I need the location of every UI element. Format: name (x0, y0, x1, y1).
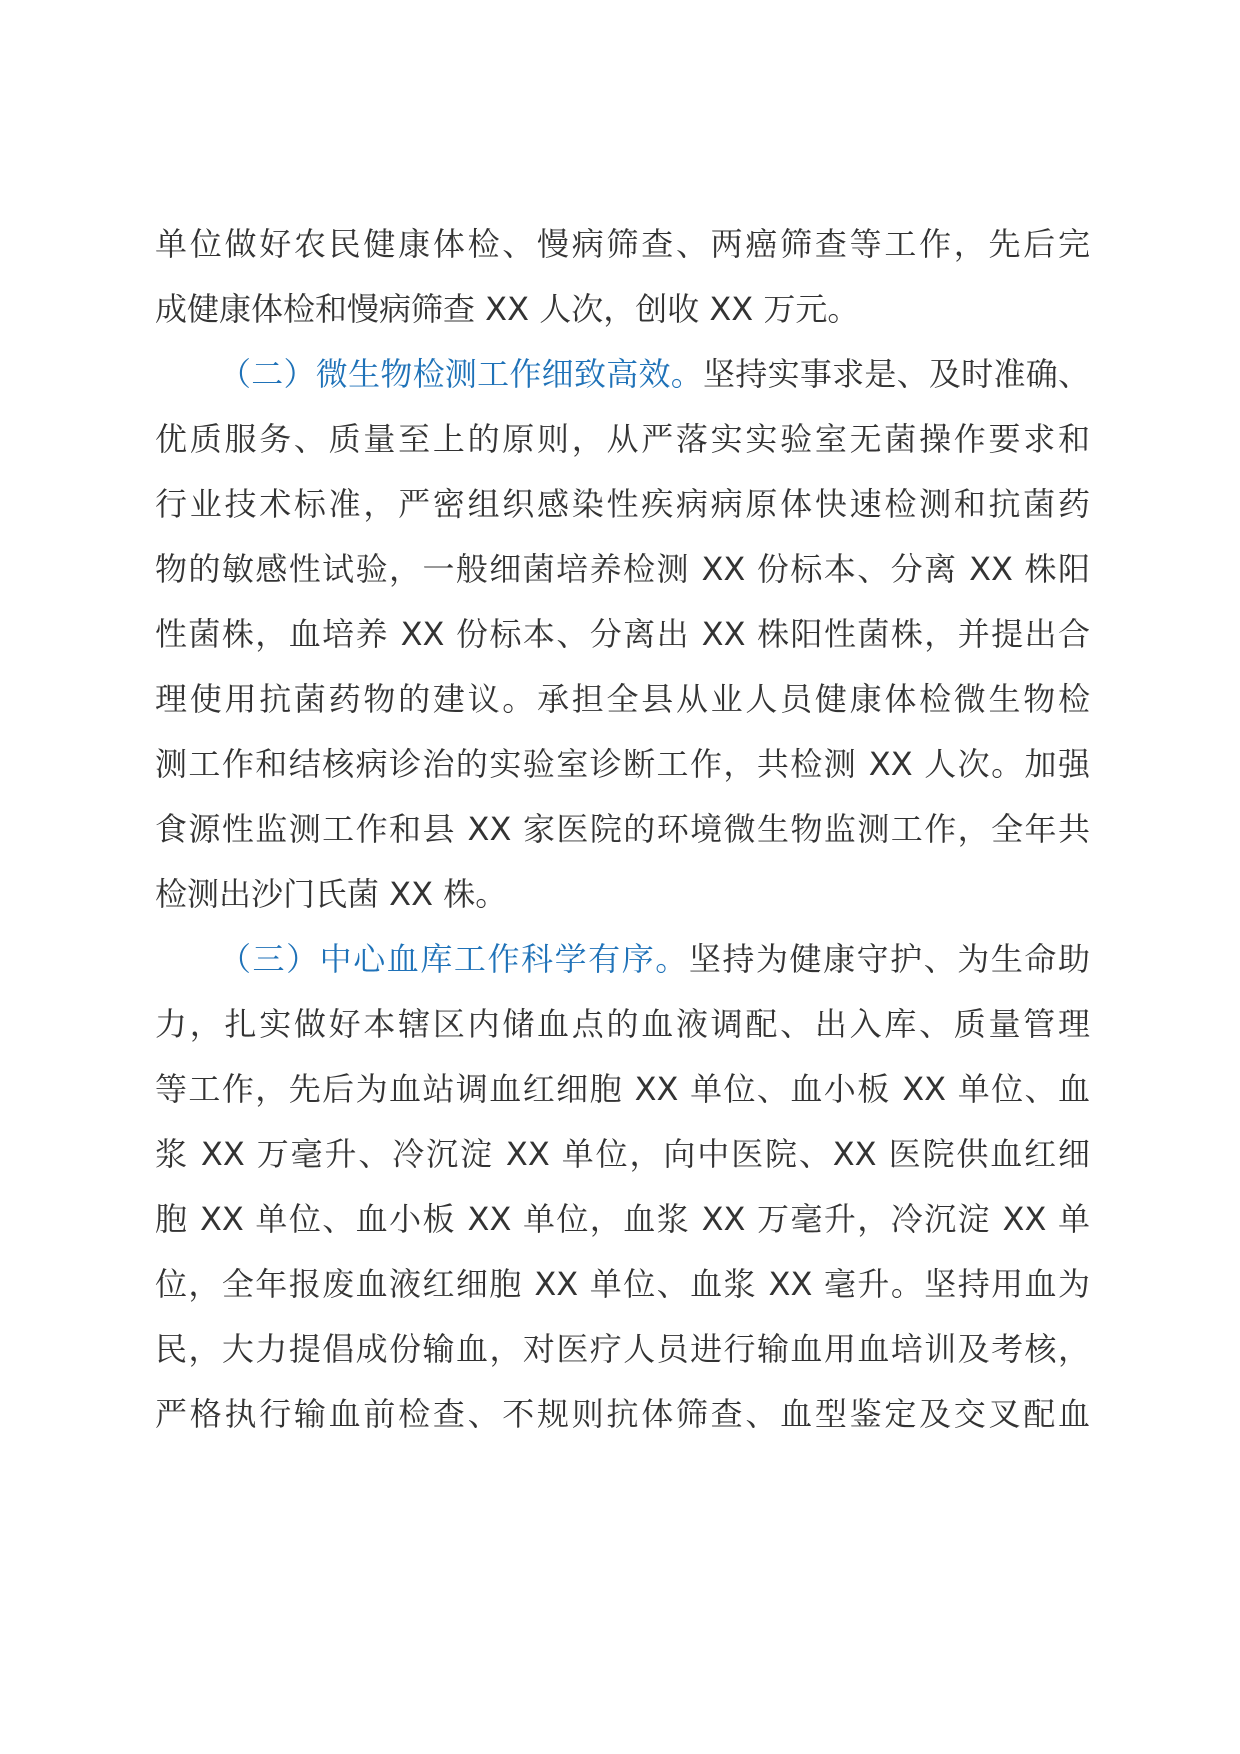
paragraph-line: 性菌株，血培养 XX 份标本、分离出 XX 株阳性菌株，并提出合 (155, 615, 1090, 653)
paragraph-line: 成健康体检和慢病筛查 XX 人次，创收 XX 万元。 (155, 290, 860, 328)
paragraph-line: 理使用抗菌药物的建议。承担全县从业人员健康体检微生物检 (155, 680, 1090, 718)
paragraph-line: 力，扎实做好本辖区内储血点的血液调配、出入库、质量管理 (155, 1005, 1090, 1043)
paragraph-line: 浆 XX 万毫升、冷沉淀 XX 单位，向中医院、XX 医院供血红细 (155, 1135, 1090, 1173)
paragraph-text: 坚持实事求是、及时准确、 (703, 355, 1090, 393)
paragraph-first-line (155, 927, 1090, 992)
paragraph-line: 严格执行输血前检查、不规则抗体筛查、血型鉴定及交叉配血 (155, 1395, 1090, 1433)
paragraph-line: 单位做好农民健康体检、慢病筛查、两癌筛查等工作，先后完 (155, 225, 1090, 263)
paragraph-line: 位，全年报废血液红细胞 XX 单位、血浆 XX 毫升。坚持用血为 (155, 1265, 1090, 1303)
paragraph-first-line (155, 342, 1090, 407)
paragraph-line: 测工作和结核病诊治的实验室诊断工作，共检测 XX 人次。加强 (155, 745, 1090, 783)
paragraph-line: 胞 XX 单位、血小板 XX 单位，血浆 XX 万毫升，冷沉淀 XX 单 (155, 1200, 1090, 1238)
paragraph-line: 物的敏感性试验，一般细菌培养检测 XX 份标本、分离 XX 株阳 (155, 550, 1090, 588)
paragraph-text: 坚持为健康守护、为生命助 (688, 940, 1090, 978)
paragraph-line: 检测出沙门氏菌 XX 株。 (155, 875, 508, 913)
section-blood-bank (155, 927, 1090, 1447)
section-heading: （三）中心血库工作科学有序。 (219, 940, 689, 978)
paragraph-line: 民，大力提倡成份输血，对医疗人员进行输血用血培训及考核， (155, 1330, 1090, 1368)
intro-paragraph (155, 212, 1090, 342)
section-heading: （二）微生物检测工作细致高效。 (219, 355, 704, 393)
section-microbiology (155, 342, 1090, 927)
paragraph-line: 等工作，先后为血站调血红细胞 XX 单位、血小板 XX 单位、血 (155, 1070, 1090, 1108)
paragraph-line: 食源性监测工作和县 XX 家医院的环境微生物监测工作，全年共 (155, 810, 1090, 848)
paragraph-line: 优质服务、质量至上的原则，从严落实实验室无菌操作要求和 (155, 420, 1090, 458)
paragraph-line: 行业技术标准，严密组织感染性疾病病原体快速检测和抗菌药 (155, 485, 1090, 523)
document-page (155, 212, 1090, 1447)
